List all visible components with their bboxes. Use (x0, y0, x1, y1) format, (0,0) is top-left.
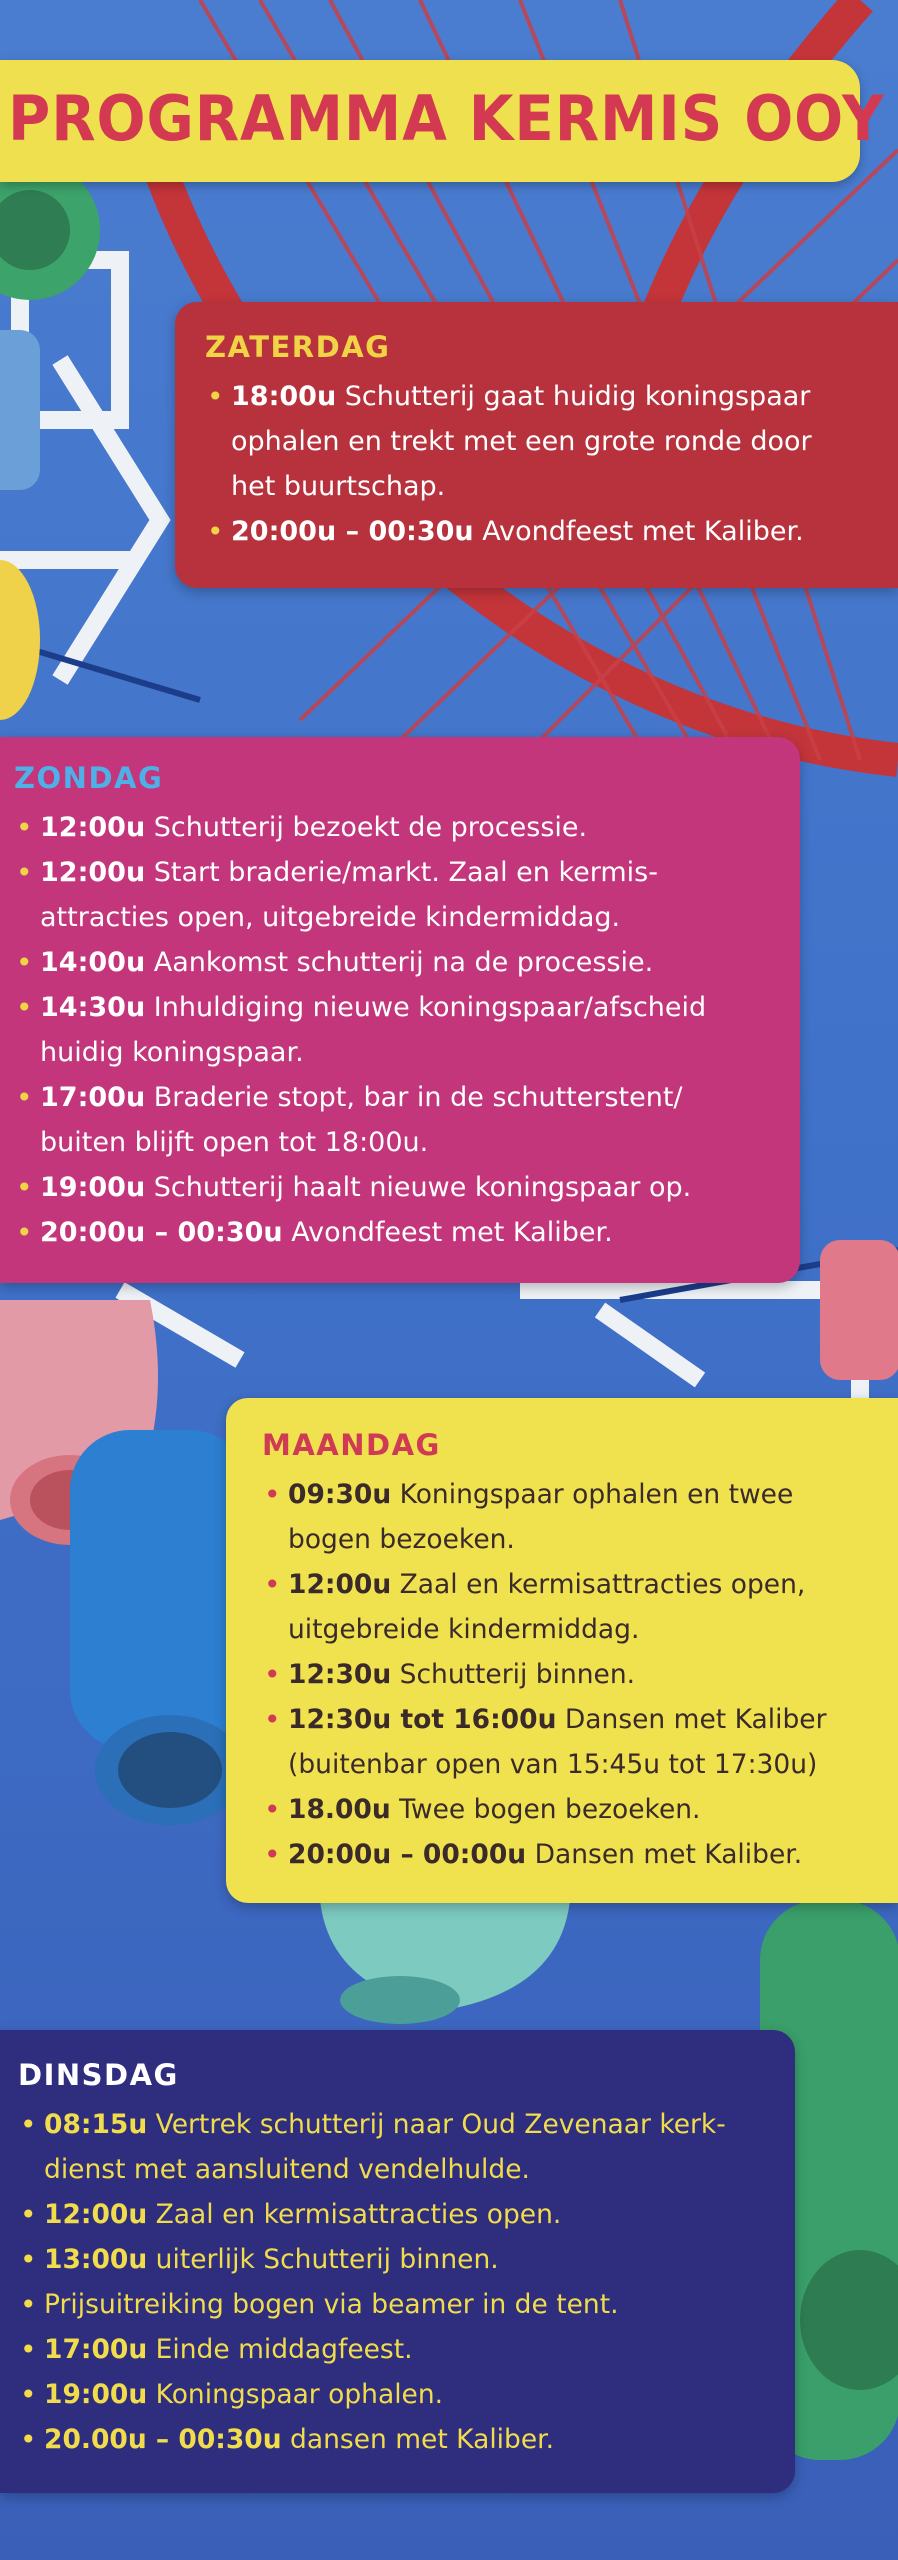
schedule-item (14, 1165, 776, 1210)
time: 20.00u – 00:30u (44, 2424, 282, 2455)
description: Schutterij haalt nieuwe koningspaar op. (153, 1172, 692, 1203)
description: uiterlijk Schutterij binnen. (155, 2244, 499, 2275)
description: Braderie stopt, bar in de schutterstent/ (153, 1082, 683, 1113)
bullet-icon: • (16, 856, 33, 889)
bullet-icon: • (264, 1838, 281, 1871)
description: Aankomst schutterij na de processie. (153, 947, 654, 978)
page-title: PROGRAMMA KERMIS OOY (8, 82, 885, 155)
description: Dansen met Kaliber. (534, 1839, 803, 1870)
bullet-icon: • (20, 2198, 37, 2231)
day-heading: ZONDAG (14, 761, 164, 795)
schedule-item (262, 1787, 878, 1832)
gondola-blue (70, 1430, 250, 1825)
description: Schutterij bezoekt de processie. (153, 812, 588, 843)
description: Schutterij gaat huidig koningspaar (344, 381, 811, 412)
schedule-list (14, 805, 776, 1255)
schedule-item (14, 1075, 776, 1165)
bullet-icon: • (16, 811, 33, 844)
description: Twee bogen bezoeken. (399, 1794, 701, 1825)
time: 20:00u – 00:30u (40, 1217, 283, 1248)
schedule-list (262, 1472, 878, 1877)
schedule-item (262, 1472, 878, 1562)
gondola-pink-right (820, 1240, 898, 1380)
time: 20:00u – 00:30u (231, 516, 474, 547)
bullet-icon: • (16, 1216, 33, 1249)
time: 12:00u (288, 1569, 392, 1600)
schedule-item (262, 1697, 878, 1787)
schedule-item (262, 1832, 878, 1877)
gondola-blue-left (0, 330, 40, 490)
description: buiten blijft open tot 18:00u. (40, 1127, 429, 1158)
schedule-item (18, 2417, 771, 2462)
time: 17:00u (40, 1082, 146, 1113)
schedule-item (18, 2102, 771, 2192)
schedule-item (18, 2372, 771, 2417)
time: 13:00u (44, 2244, 148, 2275)
description: Avondfeest met Kaliber. (482, 516, 804, 547)
time: 12:30u tot 16:00u (288, 1704, 557, 1735)
bullet-icon: • (20, 2288, 37, 2321)
bullet-icon: • (16, 1171, 33, 1204)
bullet-icon: • (20, 2378, 37, 2411)
description: (buitenbar open van 15:45u tot 17:30u) (288, 1749, 818, 1780)
description: Einde middagfeest. (155, 2334, 413, 2365)
bullet-icon: • (16, 1081, 33, 1114)
schedule-item (14, 850, 776, 940)
day-panel-zaterdag (175, 302, 898, 588)
bullet-icon: • (20, 2108, 37, 2141)
description: bogen bezoeken. (288, 1524, 515, 1555)
day-heading: MAANDAG (262, 1428, 441, 1462)
bullet-icon: • (20, 2243, 37, 2276)
schedule-item (14, 940, 776, 985)
time: 12:00u (44, 2199, 148, 2230)
day-heading: DINSDAG (18, 2058, 179, 2092)
bullet-icon: • (20, 2333, 37, 2366)
bullet-icon: • (16, 991, 33, 1024)
schedule-item (18, 2327, 771, 2372)
time: 18.00u (288, 1794, 391, 1825)
time: 20:00u – 00:00u (288, 1839, 527, 1870)
description: uitgebreide kindermiddag. (288, 1614, 640, 1645)
description: Koningspaar ophalen. (155, 2379, 444, 2410)
time: 18:00u (231, 381, 337, 412)
schedule-item (205, 374, 874, 509)
title-banner (0, 60, 885, 182)
schedule-item (262, 1562, 878, 1652)
time: 12:00u (40, 857, 146, 888)
description: Zaal en kermisattracties open. (155, 2199, 562, 2230)
bullet-icon: • (264, 1793, 281, 1826)
schedule-list (18, 2102, 771, 2462)
description: Start braderie/markt. Zaal en kermis- (153, 857, 658, 888)
schedule-item (262, 1652, 878, 1697)
time: 08:15u (44, 2109, 148, 2140)
bullet-icon: • (264, 1568, 281, 1601)
schedule-item (14, 1210, 776, 1255)
day-heading: ZATERDAG (205, 330, 391, 364)
time: 14:00u (40, 947, 146, 978)
bullet-icon: • (207, 380, 224, 413)
description: dansen met Kaliber. (290, 2424, 555, 2455)
description: Prijsuitreiking bogen via beamer in de tent. (44, 2289, 619, 2320)
schedule-item (18, 2282, 771, 2327)
time: 17:00u (44, 2334, 148, 2365)
schedule-item (18, 2192, 771, 2237)
description: Dansen met Kaliber (564, 1704, 827, 1735)
schedule-item (18, 2237, 771, 2282)
bullet-icon: • (207, 515, 224, 548)
schedule-item (14, 805, 776, 850)
time: 09:30u (288, 1479, 392, 1510)
description: Zaal en kermisattracties open, (399, 1569, 806, 1600)
description: het buurtschap. (231, 471, 446, 502)
bullet-icon: • (264, 1658, 281, 1691)
bullet-icon: • (264, 1478, 281, 1511)
description: Inhuldiging nieuwe koningspaar/afscheid (153, 992, 707, 1023)
bullet-icon: • (20, 2423, 37, 2456)
day-panel-dinsdag (0, 2030, 795, 2493)
description: huidig koningspaar. (40, 1037, 304, 1068)
time: 12:00u (40, 812, 146, 843)
day-panel-maandag (226, 1398, 898, 1903)
time: 12:30u (288, 1659, 392, 1690)
schedule-item (14, 985, 776, 1075)
schedule-list (205, 374, 874, 554)
day-panel-zondag (0, 737, 800, 1283)
time: 19:00u (44, 2379, 148, 2410)
description: Schutterij binnen. (399, 1659, 636, 1690)
description: ophalen en trekt met een grote ronde door (231, 426, 812, 457)
bullet-icon: • (264, 1703, 281, 1736)
description: dienst met aansluitend vendelhulde. (44, 2154, 530, 2185)
description: Koningspaar ophalen en twee (399, 1479, 794, 1510)
description: Vertrek schutterij naar Oud Zevenaar kerk- (155, 2109, 726, 2140)
time: 14:30u (40, 992, 146, 1023)
description: Avondfeest met Kaliber. (291, 1217, 613, 1248)
schedule-item (205, 509, 874, 554)
bullet-icon: • (16, 946, 33, 979)
description: attracties open, uitgebreide kindermiddag. (40, 902, 621, 933)
time: 19:00u (40, 1172, 146, 1203)
